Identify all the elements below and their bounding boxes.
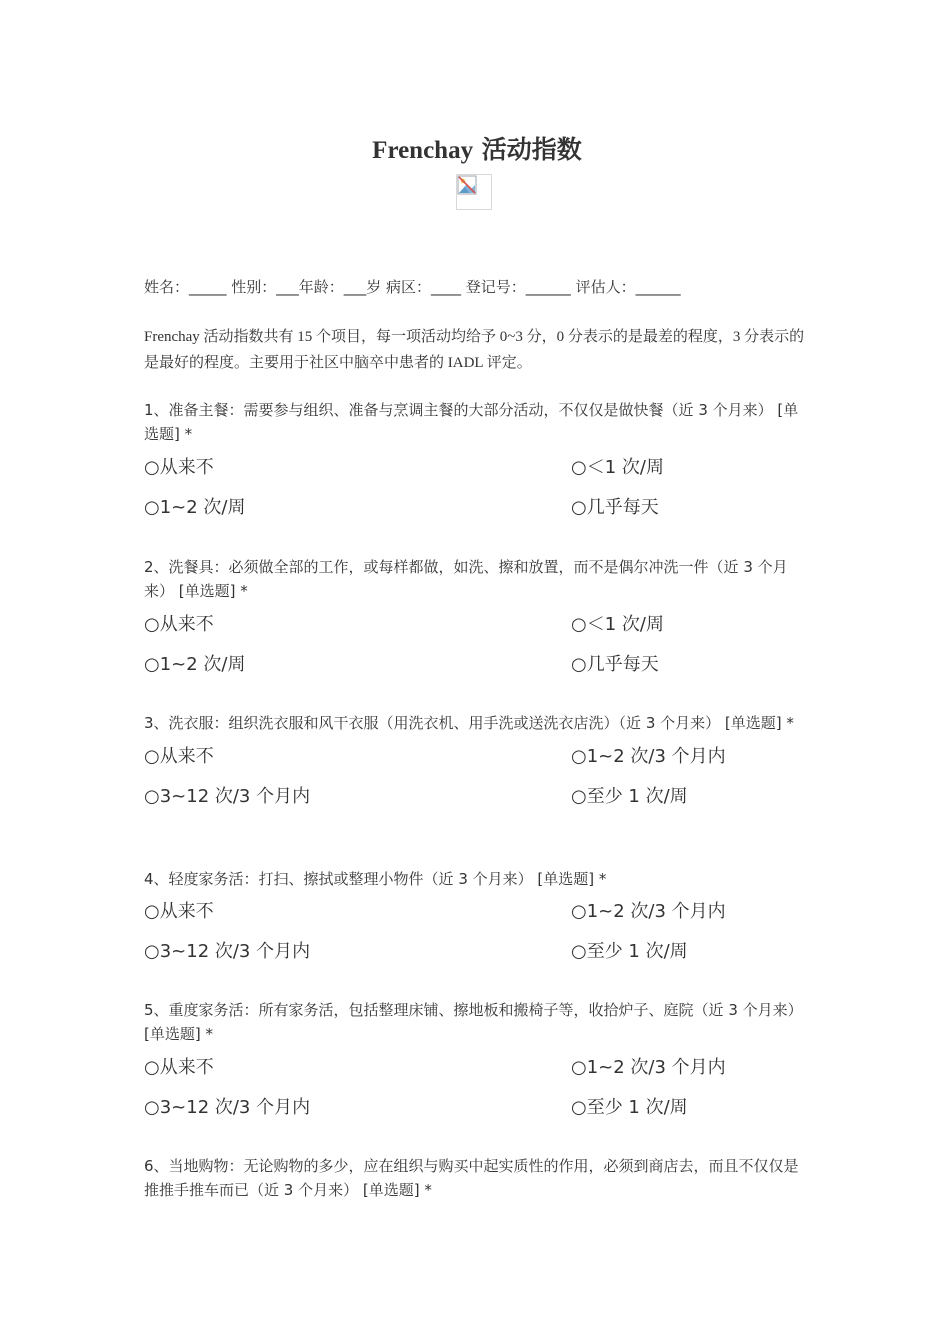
question-text: 6、当地购物：无论购物的多少，应在组织与购买中起实质性的作用，必须到商店去，而且不仅仅是推推手推车而已（近 3 个月来） [单选题] * xyxy=(144,1157,799,1199)
question-text: 5、重度家务活：所有家务活，包括整理床铺、擦地板和搬椅子等，收拾炉子、庭院（近 3 个月来） [单选题] * xyxy=(144,1001,803,1043)
page-title xyxy=(144,133,810,168)
radio-option[interactable]: ○＜1 次/周 xyxy=(571,614,664,635)
radio-option[interactable]: ○至少 1 次/周 xyxy=(571,941,688,962)
title-cjk: 活动指数 xyxy=(473,135,582,164)
radio-option[interactable]: ○＜1 次/周 xyxy=(571,457,664,478)
question-6 xyxy=(144,1154,810,1202)
question-2 xyxy=(144,555,810,675)
radio-option[interactable]: ○几乎每天 xyxy=(571,654,659,675)
radio-option[interactable]: ○从来不 xyxy=(144,614,214,635)
intro-text: Frenchay 活动指数共有 15 个项目，每一项活动均给予 0~3 分，0 分表示的是最差的程度，3 分表示的是最好的程度。主要用于社区中脑卒中患者的 IADL 评定。 xyxy=(144,329,805,371)
question-4 xyxy=(144,867,810,962)
radio-option[interactable]: ○3~12 次/3 个月内 xyxy=(144,941,311,962)
question-5 xyxy=(144,998,810,1118)
radio-option[interactable]: ○从来不 xyxy=(144,746,214,767)
question-3 xyxy=(144,711,810,807)
radio-option[interactable]: ○至少 1 次/周 xyxy=(571,1097,688,1118)
question-text: 2、洗餐具：必须做全部的工作，或每样都做，如洗、擦和放置，而不是偶尔冲洗一件（近 3 个月来） [单选题] * xyxy=(144,558,788,600)
patient-info-line: 姓名：_____ 性别：___年龄：___岁 病区：____ 登记号：______ 评估人：______ xyxy=(144,278,681,296)
question-text: 4、轻度家务活：打扫、擦拭或整理小物件（近 3 个月来） [单选题] * xyxy=(144,870,607,888)
broken-image-icon xyxy=(456,174,492,210)
question-text: 3、洗衣服：组织洗衣服和风干衣服（用洗衣机、用手洗或送洗衣店洗）（近 3 个月来） [单选题] * xyxy=(144,714,794,732)
radio-option[interactable]: ○1~2 次/3 个月内 xyxy=(571,901,726,922)
question-text: 1、准备主餐：需要参与组织、准备与烹调主餐的大部分活动，不仅仅是做快餐（近 3 个月来） [单选题] * xyxy=(144,401,799,443)
radio-option[interactable]: ○3~12 次/3 个月内 xyxy=(144,786,311,807)
radio-option[interactable]: ○1~2 次/周 xyxy=(144,654,246,675)
question-1 xyxy=(144,398,810,518)
radio-option[interactable]: ○几乎每天 xyxy=(571,497,659,518)
radio-option[interactable]: ○从来不 xyxy=(144,901,214,922)
radio-option[interactable]: ○至少 1 次/周 xyxy=(571,786,688,807)
radio-option[interactable]: ○1~2 次/3 个月内 xyxy=(571,1057,726,1078)
intro-paragraph xyxy=(144,324,810,376)
radio-option[interactable]: ○从来不 xyxy=(144,1057,214,1078)
radio-option[interactable]: ○1~2 次/3 个月内 xyxy=(571,746,726,767)
radio-option[interactable]: ○1~2 次/周 xyxy=(144,497,246,518)
radio-option[interactable]: ○从来不 xyxy=(144,457,214,478)
radio-option[interactable]: ○3~12 次/3 个月内 xyxy=(144,1097,311,1118)
title-latin: Frenchay xyxy=(372,137,474,164)
